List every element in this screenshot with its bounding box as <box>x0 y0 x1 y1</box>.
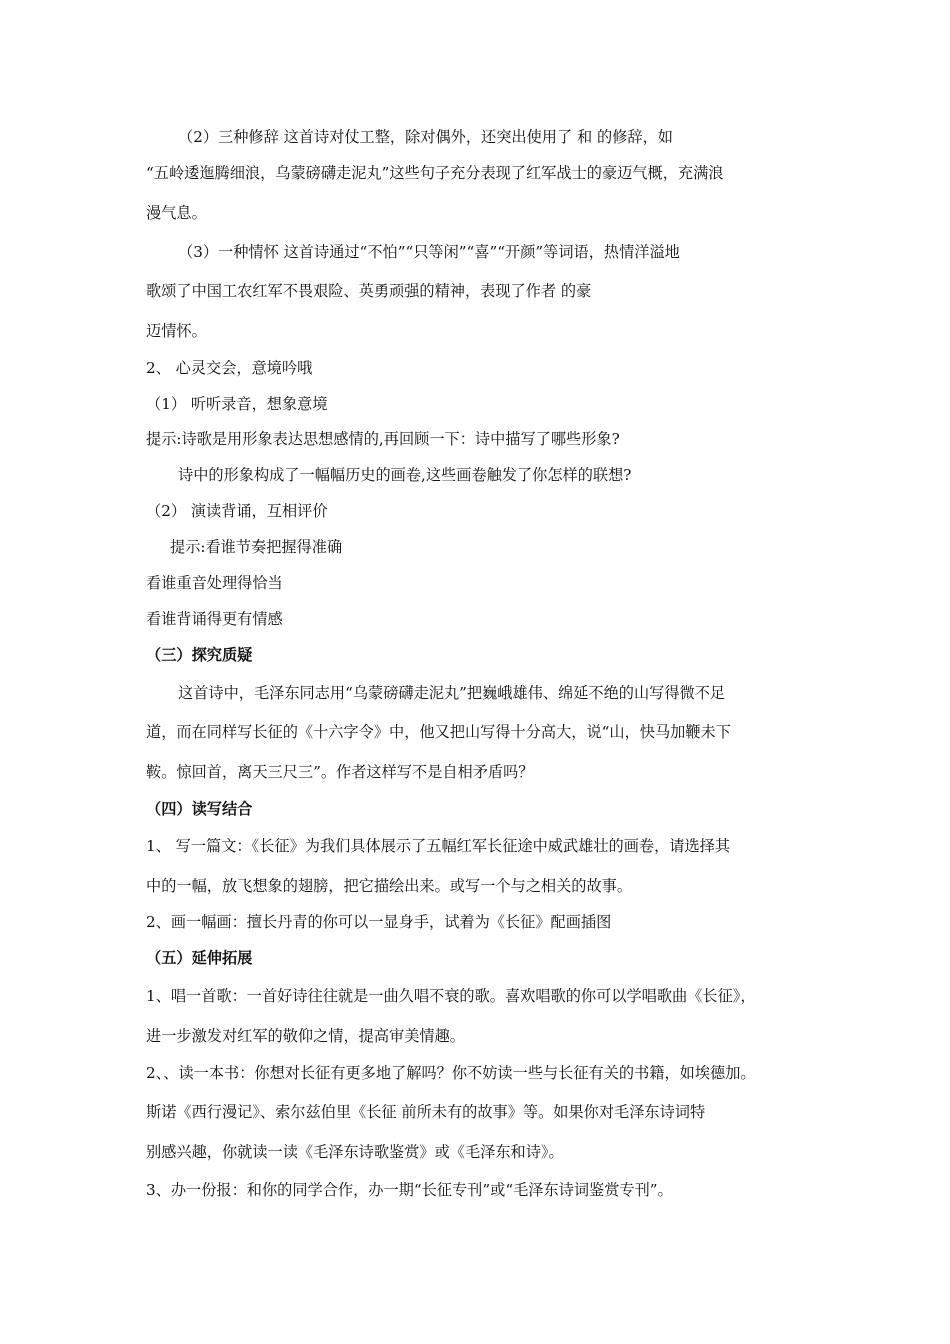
paragraph-line: 2、画一幅画：擅长丹青的你可以一显身手，试着为《长征》配画插图 <box>146 913 612 931</box>
paragraph-line: 提示:看谁节奏把握得准确 <box>170 538 343 556</box>
paragraph-line: 看谁背诵得更有情感 <box>146 610 283 628</box>
paragraph-line: 3、办一份报：和你的同学合作，办一期“长征专刊”或“毛泽东诗词鉴赏专刊”。 <box>146 1181 673 1199</box>
paragraph-line: （2）三种修辞 这首诗对仗工整，除对偶外，还突出使用了 和 的修辞，如 <box>178 128 673 146</box>
paragraph-line: 看谁重音处理得恰当 <box>146 574 283 592</box>
paragraph-line: 诗中的形象构成了一幅幅历史的画卷,这些画卷触发了你怎样的联想? <box>178 466 632 484</box>
paragraph-line: 提示:诗歌是用形象表达思想感情的,再回顾一下：诗中描写了哪些形象? <box>146 430 620 448</box>
list-heading: （1） 听听录音，想象意境 <box>146 395 328 413</box>
paragraph-line: 歌颂了中国工农红军不畏艰险、英勇顽强的精神，表现了作者 的豪 <box>146 282 592 300</box>
paragraph-line: （3）一种情怀 这首诗通过“不怕”“只等闲”“喜”“开颜”等词语，热情洋溢地 <box>178 243 680 261</box>
paragraph-line: 2、、读一本书：你想对长征有更多地了解吗？你不妨读一些与长征有关的书籍，如埃德加。 <box>146 1064 756 1082</box>
paragraph-line: 斯诺《西行漫记》、索尔兹伯里《长征 前所未有的故事》等。如果你对毛泽东诗词特 <box>146 1103 706 1121</box>
paragraph-line: 鞍。惊回首，离天三尺三”。作者这样写不是自相矛盾吗？ <box>146 763 534 781</box>
paragraph-line: 中的一幅，放飞想象的翅膀，把它描绘出来。或写一个与之相关的故事。 <box>146 877 632 895</box>
paragraph-line: 道，而在同样写长征的《十六字令》中，他又把山写得十分高大，说“山，快马加鞭未下 <box>146 723 731 741</box>
paragraph-line: 别感兴趣，你就读一读《毛泽东诗歌鉴赏》或《毛泽东和诗》。 <box>146 1143 564 1161</box>
paragraph-line: 这首诗中，毛泽东同志用“乌蒙磅礴走泥丸”把巍峨雄伟、绵延不绝的山写得微不足 <box>178 684 726 702</box>
paragraph-line: 1、唱一首歌：一首好诗往往就是一曲久唱不衰的歌。喜欢唱歌的你可以学唱歌曲《长征》， <box>146 987 756 1005</box>
paragraph-line: 1、 写一篇文：《长征》为我们具体展示了五幅红军长征途中威武雄壮的画卷，请选择其 <box>146 837 731 855</box>
list-heading: 2、 心灵交会，意境吟哦 <box>146 359 313 377</box>
paragraph-line: “五岭逶迤腾细浪，乌蒙磅礴走泥丸”这些句子充分表现了红军战士的豪迈气概，充满浪 <box>146 164 724 182</box>
section-heading: （五）延伸拓展 <box>146 949 253 967</box>
paragraph-line: 漫气息。 <box>146 204 207 222</box>
list-heading: （2） 演读背诵，互相评价 <box>146 502 328 520</box>
paragraph-line: 迈情怀。 <box>146 322 207 340</box>
section-heading: （三）探究质疑 <box>146 646 253 664</box>
paragraph-line: 进一步激发对红军的敬仰之情，提高审美情趣。 <box>146 1027 465 1045</box>
section-heading: （四）读写结合 <box>146 800 253 818</box>
